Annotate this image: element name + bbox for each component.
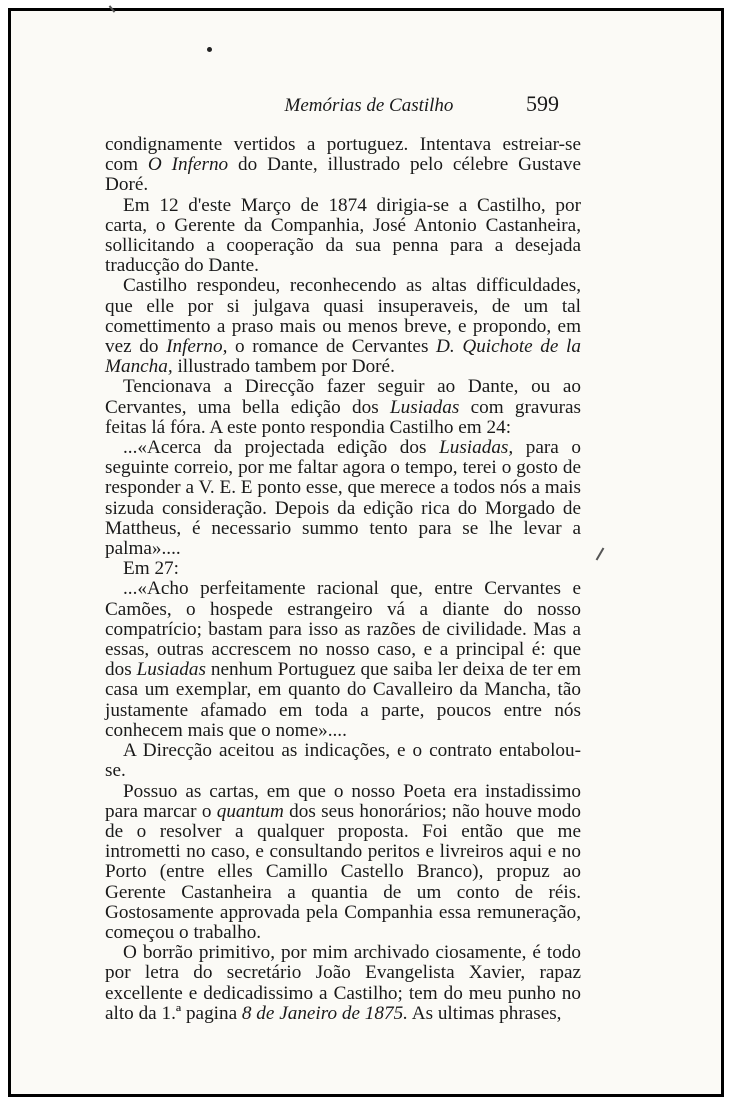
running-head	[11, 87, 727, 127]
paragraph-4: Tencionava a Direcção fazer seguir ao Dante, ou ao Cervantes, uma bella edição dos Lusiadas com gravuras feitas lá fóra. A este ponto respondia Castilho em 24:	[105, 376, 581, 438]
paragraph-8: A Direcção aceitou as indicações, e o contrato entabolou-se.	[105, 740, 581, 782]
paragraph-3: Castilho respondeu, reconhecendo as altas difficuldades, que elle por si julgava quasi insuperaveis, de um tal comettimento a praso mais ou menos breve, e propondo, em vez do Inferno, o romance de Cervantes D. Quichote de la Mancha, illustrado tambem por Doré.	[105, 275, 581, 378]
book-page	[8, 8, 724, 1097]
ink-speck	[207, 47, 212, 52]
running-title: Memórias de Castilho	[284, 95, 454, 116]
paragraph-2: Em 12 d'este Março de 1874 dirigia-se a Castilho, por carta, o Gerente da Companhia, José Antonio Castanheira, sollicitando a cooperação da sua penna para a desejada traducção do Dante.	[105, 194, 581, 277]
corner-mark	[109, 5, 116, 12]
paragraph-1: condignamente vertidos a portuguez. Intentava estreiar-se com O Inferno do Dante, illustrado pelo célebre Gustave Doré.	[105, 134, 581, 196]
paragraph-9: Possuo as cartas, em que o nosso Poeta era instadissimo para marcar o quantum dos seus honorários; não houve modo de o resolver a qualquer proposta. Foi então que me intrometti no caso, e consultando peritos e livreiros aqui e no Porto (entre elles Camillo Castello Branco), propuz ao Gerente Castanheira a quantia de um conto de réis. Gostosamente approvada pela Companhia essa remuneração, começou o trabalho.	[105, 780, 581, 943]
body-text	[105, 135, 581, 1024]
quotation-2: ...«Acho perfeitamente racional que, entre Cervantes e Camões, o hospede estrangeiro vá a diante do nosso compatrício; bastam para isso as razões de civilidade. Mas a essas, outras accrescem no nosso caso, e a principal é: que dos Lusiadas nenhum Portuguez que saiba ler deixa de ter em casa um exemplar, em quanto do Cavalleiro da Mancha, tão justamente afamado em toda a parte, poucos entre nós conhecem mais que o nome»....	[105, 578, 581, 741]
margin-mark	[596, 547, 605, 560]
paragraph-10: O borrão primitivo, por mim archivado ciosamente, é todo por letra do secretário João Evangelista Xavier, rapaz excellente e dedicadissimo a Castilho; tem do meu punho no alto da 1.ª pagina 8 de Janeiro de 1875. As ultimas phrases,	[105, 942, 581, 1024]
page-number: 599	[526, 91, 559, 116]
paragraph-date: Em 27:	[123, 558, 179, 580]
quotation-1: ...«Acerca da projectada edição dos Lusiadas, para o seguinte correio, por me faltar agora o tempo, terei o gosto de responder a V. E. E ponto esse, que merece a todos nós a mais sizuda consideração. Depois da edição rica do Morgado de Mattheus, é necessario summo tento para se lhe levar a palma»....	[105, 437, 581, 560]
